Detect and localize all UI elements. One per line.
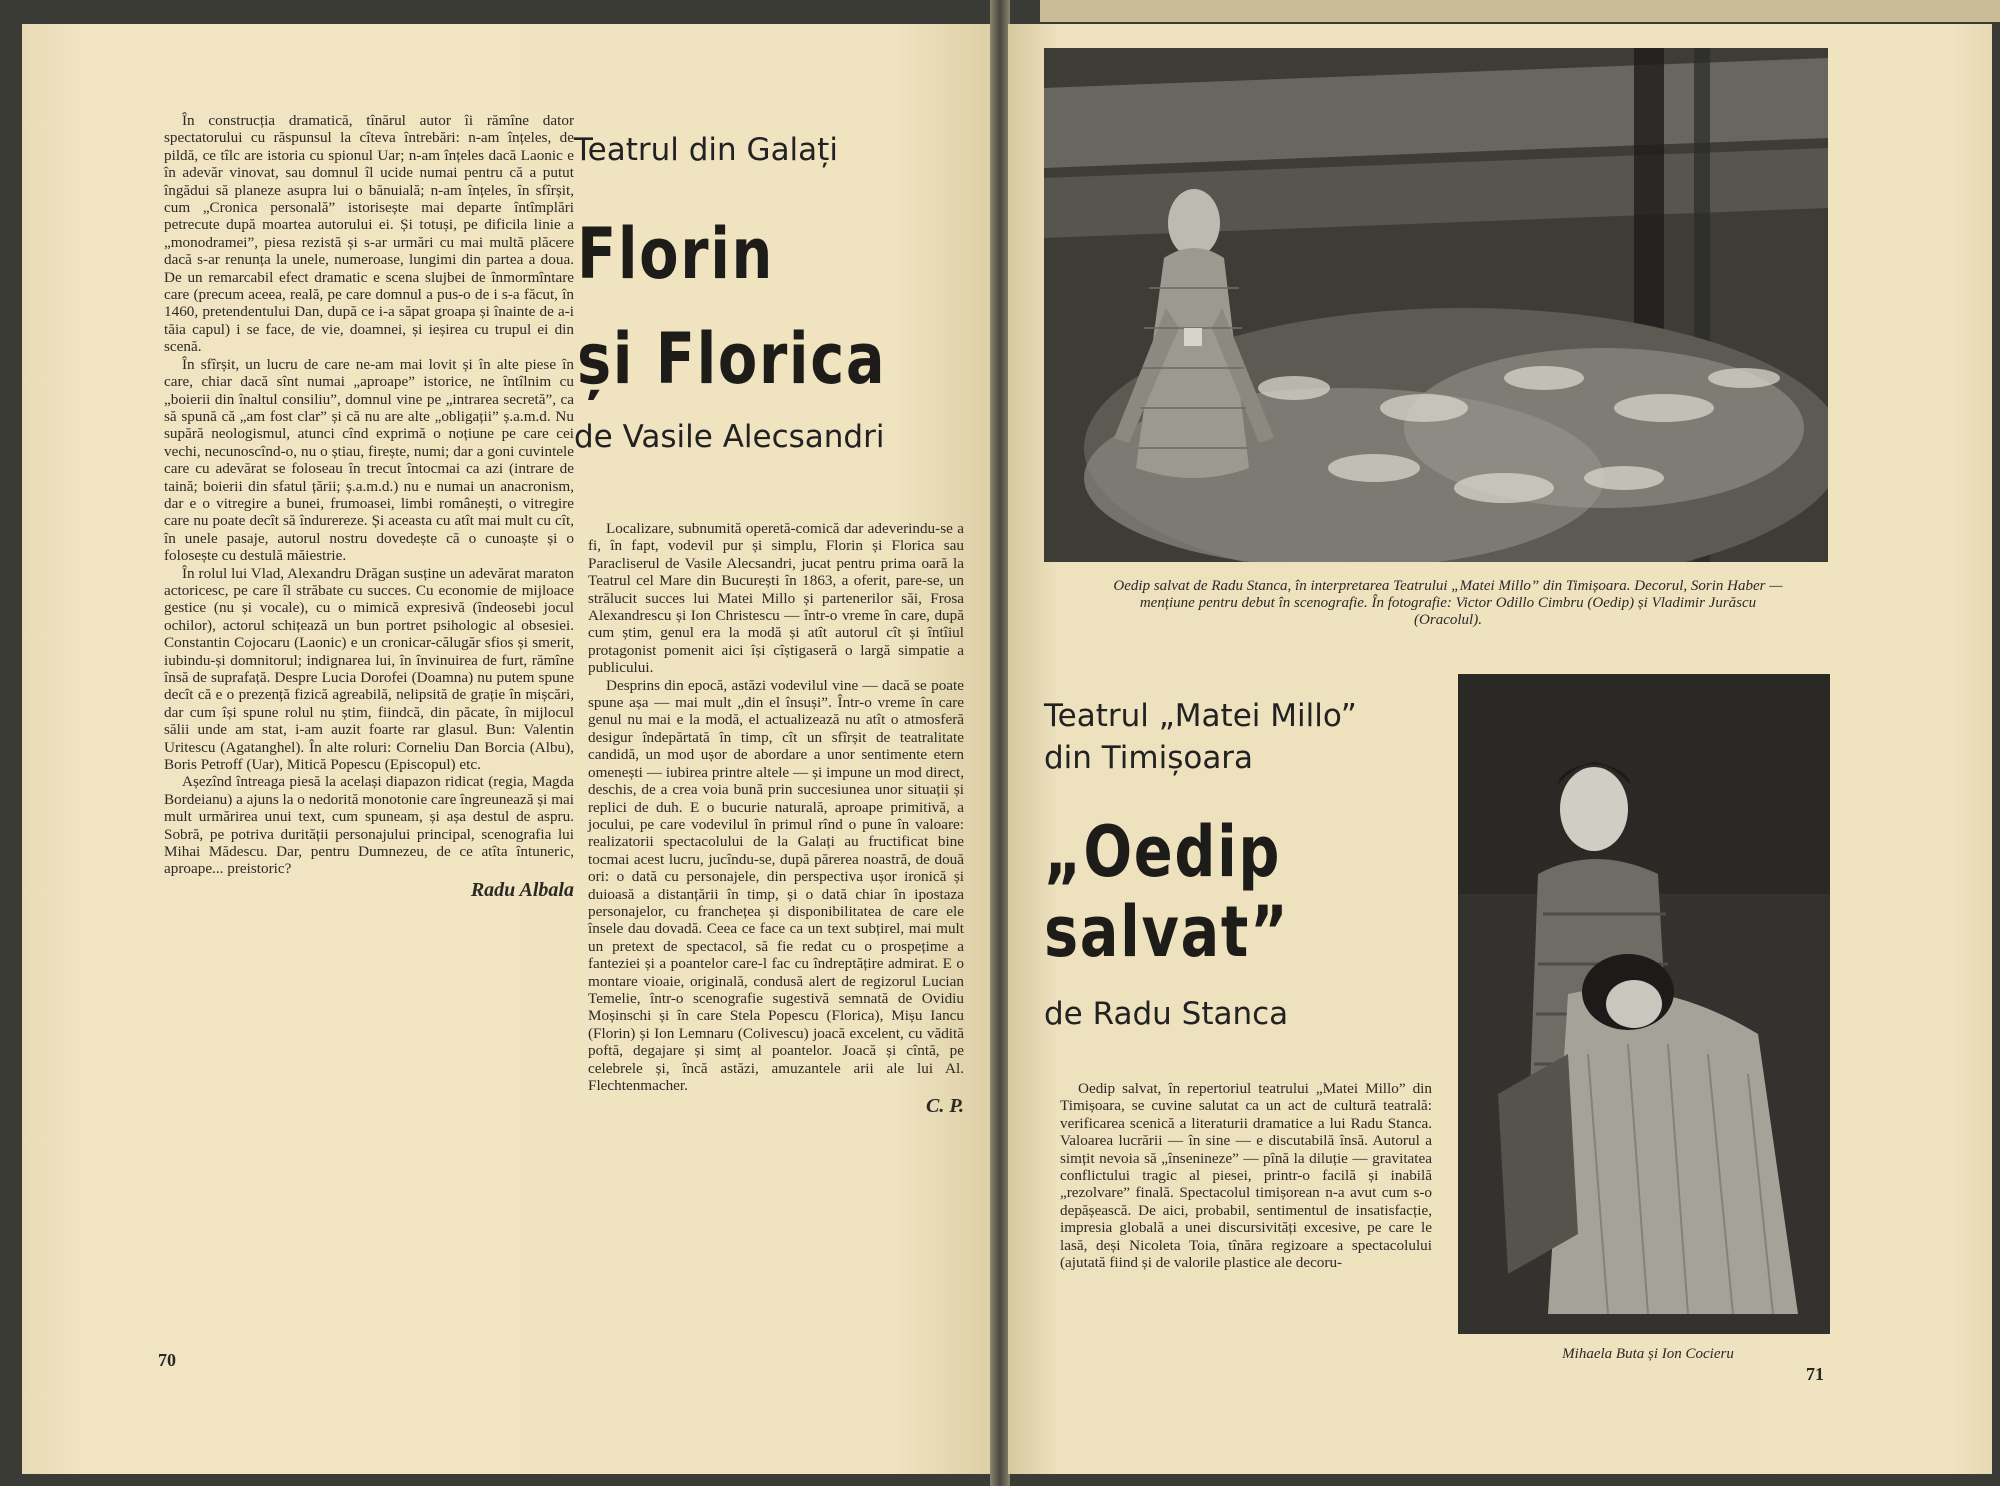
- book-spine: [990, 0, 1010, 1486]
- photo-caption-top: Oedip salvat de Radu Stanca, în interpretarea Teatrului „Matei Millo” din Timișoara. Decorul, Sorin Haber — mențiune pentru debut în scenografie. În fotografie: Victor Odillo Cimbru (Oedip) și Vladimir Jurăscu (Oracolul).: [1113, 578, 1783, 628]
- paragraph: Localizare, subnumită operetă-comică dar adeverindu-se a fi, în fapt, vodevil pur și simplu, Florin și Florica sau Paracliserul de Vasile Alecsandri, jucat pentru prima oară la Teatrul cel Mare din București în 1863, a oferit, pare-se, un strălucit succes lui Matei Millo și partenerilor săi, Frosa Alexandrescu și Ion Christescu — într-o vreme în care, după cum știm, genul era la modă și atît autorul cît și întîiul protagonist pomenit aici își cîștigaseră o largă simpatie a publicului.: [588, 520, 964, 677]
- article-byline: de Vasile Alecsandri: [574, 419, 885, 455]
- right-column: [1060, 1080, 1432, 1271]
- left-page: [22, 24, 992, 1474]
- right-page: [1008, 24, 1992, 1474]
- binding-edge: [1040, 0, 2000, 22]
- author-signature: C. P.: [926, 1095, 964, 1118]
- article-title-line-1: „Oedip: [1044, 811, 1282, 893]
- photo-caption-right: Mihaela Buta și Ion Cocieru: [1562, 1346, 1734, 1362]
- paragraph: Așezînd întreaga piesă la același diapazon ridicat (regia, Magda Bordeianu) a ajuns la o nedorită monotonie care îngreunează și mai mult urmărirea unui text, cum spuneam, și așa destul de aspru. Sobră, pe potriva durității personajului principal, scenografia lui Mihai Mădescu. Dar, pentru Dumnezeu, de ce atîta întuneric, aproape... preistoric?: [164, 773, 574, 878]
- article-title-line-1: Florin: [577, 213, 775, 295]
- article-kicker-line-1: Teatrul „Matei Millo”: [1044, 698, 1357, 734]
- left-column-1: [164, 112, 574, 899]
- article-title-line-2: și Florica: [577, 318, 887, 400]
- article-kicker: Teatrul din Galați: [574, 132, 838, 168]
- article-title-line-2: salvat”: [1044, 891, 1290, 973]
- actors-photo-image: [1458, 674, 1830, 1334]
- paragraph: În construcția dramatică, tînărul autor îi rămîne dator spectatorului cu răspunsul la cîteva întrebări: n-am înțeles, de pildă, ce tîlc are istoria cu spionul Uar; n-am înțeles dacă Laonic e în adevăr vinovat, sau domnul îl ucide numai pentru că a putut îngădui să planeze asupra lui o bănuială; n-am înțeles, în sfîrșit, cum „Cronica personală” istorisește mai departe întîmplări petrecute după moartea autorului ei. Și totuși, pe dificila linie a „monodramei”, piesa rezistă și s-ar urmări cu mai multă plăcere dacă s-ar renunța la unele, numeroase, lungimi din partea a doua. De un remarcabil efect dramatic e scena slujbei de înmormîntare care (precum aceea, reală, pe care domnul a pus-o de i s-a făcut, în 1460, pretendentului Dan, după ce i-a săpat groapa și înainte de a-i tăia capul) i se face, de vie, doamnei, și ieșirea cu trupul ei din scenă.: [164, 112, 574, 356]
- author-signature: Radu Albala: [470, 878, 574, 901]
- paragraph: În rolul lui Vlad, Alexandru Drăgan susține un adevărat maraton actoricesc, pe care îl străbate cu succes. Cu economie de mijloace gestice (nu și vocale), cu o mimică expresivă (îndeosebi jocul ochilor), actorul schițează un bun portret psihologic al obsesiei. Constantin Cojocaru (Laonic) e un cronicar-călugăr sfios și smerit, iubindu-și domnitorul; indignarea lui, în învinuirea de furt, rămîne însă de suprafață. Despre Lucia Dorofei (Doamna) nu putem spune decît că e o prezență fizică agreabilă, nelipsită de grație în mișcări, dar cum își spune rolul nu știm, fiindcă, din păcate, în mijlocul sălii unde am stat, i-am auzit foarte rar glasul. Bun: Valentin Uritescu (Agatanghel). În alte roluri: Corneliu Dan Borcia (Albu), Boris Petroff (Uar), Mitică Popescu (Episcopul) etc.: [164, 564, 574, 774]
- article-kicker-line-2: din Timișoara: [1044, 740, 1254, 776]
- page-number: 71: [1806, 1364, 1824, 1384]
- page-number: 70: [158, 1350, 176, 1370]
- left-column-2: [588, 520, 964, 1116]
- paragraph: Desprins din epocă, astăzi vodevilul vine — dacă se poate spune așa — mai mult „din el însuși”. Într-o vreme în care genul nu mai e la modă, el actualizează nu atît o atmosferă desigur îndepărtată în timp, cît un sfîrșit de teatralitate candidă, un mod ușor de abordare a unor sentimente etern omenești — iubirea printre altele — și impune un mod direct, deschis, de a crea voia bună prin succesiunea unor situații și replici de duh. E o bucurie naturală, aproape primitivă, a jocului, pe care vodevilul în primul rînd o pune în valoare: realizatorii spectacolului de la Galați au fructificat bine tocmai acest lucru, jucîndu-se, după părerea noastră, de două ori: o dată cu personajele, din perspectiva ușor ironică și duioasă a distanțării în timp, și o dată chiar în ipostaza personajelor, cu franchețea și disponibilitatea de care ele însele dau dovadă. Ceea ce face ca un text subțirel, mai mult un pretext de spectacol, să fie redat cu o prospețime a fanteziei și a poantelor care-l fac cu îndreptățire admirat. E o montare vioaie, originală, condusă alert de regizorul Lucian Temelie, într-o scenografie sugestivă semnată de Ovidiu Moșinschi și în care Stela Popescu (Florica), Mișu Iancu (Florin) și Ion Lemnaru (Colivescu) joacă excelent, cu vădită poftă, degajare și simț al poantelor. Joacă și cîntă, pe celebrele și, încă astăzi, amuzantele arii ale lui Al. Flechtenmacher.: [588, 676, 964, 1094]
- article-byline: de Radu Stanca: [1044, 996, 1289, 1032]
- stage-photo-oedip-oracle: [1044, 48, 1828, 562]
- stage-photo-image: [1044, 48, 1828, 562]
- stage-photo-actors: [1458, 674, 1830, 1334]
- paragraph: În sfîrșit, un lucru de care ne-am mai lovit și în alte piese în care, chiar dacă sînt numai „aproape” istorice, ne întîlnim cu „boierii din înaltul consiliu”, domnul vine pe „intrarea secretă”, ca să spună că „am fost clar” și că nu are alte „obligații” ș.a.m.d. Nu supără neologismul, atunci cînd exprimă o noțiune pe care cei vechi, necunoscînd-o, nu o știau, firește, numi; dar a goni cuvintele care cu adevărat se foloseau în trecut întocmai ca azi (intrare de taină; boierii din sfatul țării; ș.a.m.d.) nu e numai un anacronism, dar e o vitregire a bunei, frumoasei, limbi românești, o vitregire care nu poate decît să îndurereze. Și aceasta cu atît mai mult cu cît, în unele pasaje, autorul nostru dovedește că o cunoaște și o folosește cu destulă măiestrie.: [164, 355, 574, 565]
- paragraph: Oedip salvat, în repertoriul teatrului „Matei Millo” din Timișoara, se cuvine salutat ca un act de cultură teatrală: verificarea scenică a literaturii dramatice a lui Radu Stanca. Valoarea lucrării — în sine — e discutabilă însă. Autorul a simțit nevoia să „însenineze” — pînă la diluție — gravitatea conflictului tragic al piesei, printr-o facilă și inabilă „rezolvare” finală. Spectacolul timișorean n-a avut cum s-o depășească. De aici, probabil, sentimentul de insatisfacție, impresia globală a unei discursivități excesive, pe care le lasă, deși Nicoleta Toia, tînăra regizoare a spectacolului (ajutată fiind și de valorile plastice ale decoru-: [1060, 1080, 1432, 1272]
